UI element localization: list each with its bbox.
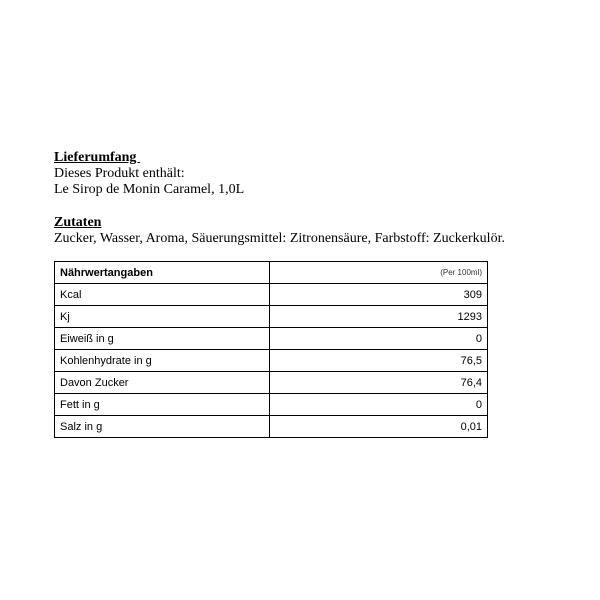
nutrient-label: Davon Zucker <box>55 372 270 394</box>
nutrient-label: Kj <box>55 306 270 328</box>
nutrition-header-unit: (Per 100ml) <box>270 262 488 284</box>
nutrition-table-header <box>55 262 488 284</box>
table-row <box>55 328 488 350</box>
ingredients-text: Zucker, Wasser, Aroma, Säuerungsmittel: Zitronensäure, Farbstoff: Zuckerkulör. <box>54 231 505 246</box>
nutrient-value: 309 <box>270 284 488 306</box>
table-row <box>55 394 488 416</box>
ingredients-heading: Zutaten <box>54 215 102 230</box>
nutrient-label: Kcal <box>55 284 270 306</box>
nutrition-table <box>54 261 488 438</box>
delivery-contents-heading: Lieferumfang <box>54 150 140 165</box>
nutrient-label: Eiweiß in g <box>55 328 270 350</box>
nutrient-value: 76,5 <box>270 350 488 372</box>
delivery-contents-line: Dieses Produkt enthält: <box>54 166 185 181</box>
ingredients-section <box>54 215 505 247</box>
nutrition-header-label: Nährwertangaben <box>55 262 270 284</box>
nutrient-value: 0 <box>270 394 488 416</box>
delivery-contents-section <box>54 150 244 198</box>
nutrient-value: 0,01 <box>270 416 488 438</box>
nutrient-label: Salz in g <box>55 416 270 438</box>
nutrient-label: Fett in g <box>55 394 270 416</box>
table-row <box>55 416 488 438</box>
table-row <box>55 350 488 372</box>
nutrient-value: 0 <box>270 328 488 350</box>
table-row <box>55 306 488 328</box>
nutrient-value: 1293 <box>270 306 488 328</box>
table-row <box>55 284 488 306</box>
nutrient-label: Kohlenhydrate in g <box>55 350 270 372</box>
delivery-contents-line: Le Sirop de Monin Caramel, 1,0L <box>54 182 245 197</box>
table-row <box>55 372 488 394</box>
nutrient-value: 76,4 <box>270 372 488 394</box>
